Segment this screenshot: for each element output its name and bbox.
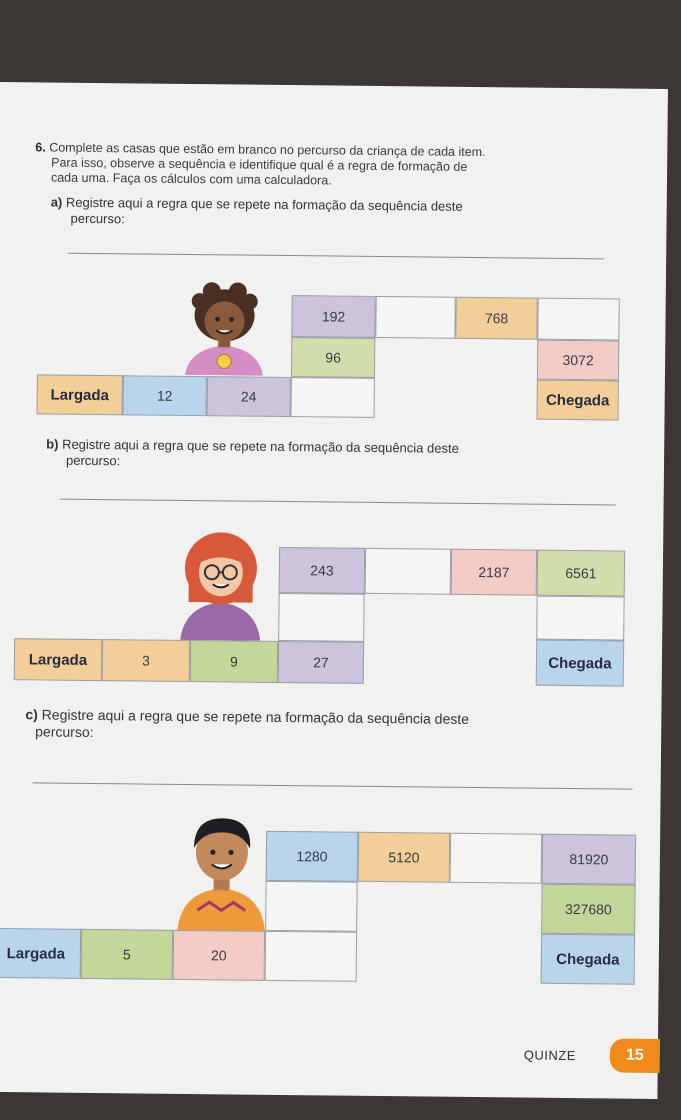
blank-cell-a-3[interactable] (291, 377, 375, 418)
worksheet-page (0, 82, 668, 1099)
finish-cell-b: Chegada (536, 640, 624, 687)
question-number: 6. (35, 140, 46, 155)
sequence-cell-c-6: 5120 (358, 832, 451, 883)
finish-cell-c: Chegada (541, 934, 636, 985)
sequence-cell-b-1: 3 (102, 639, 190, 682)
blank-cell-c-7[interactable] (450, 833, 543, 884)
page-word: QUINZE (523, 1047, 577, 1064)
blank-cell-c-3[interactable] (265, 931, 358, 982)
sequence-cell-a-7: 768 (455, 297, 537, 340)
question-line-3: cada uma. Faça os cálculos com uma calculadora. (50, 170, 332, 188)
sequence-cell-c-2: 20 (173, 930, 266, 981)
sequence-cell-b-3: 27 (278, 641, 364, 684)
part-b-answer-line[interactable] (60, 499, 616, 506)
sequence-cell-b-7: 2187 (451, 549, 537, 596)
blank-cell-a-6[interactable] (375, 296, 455, 339)
part-b-line-2: percurso: (65, 452, 121, 469)
sequence-cell-a-5: 192 (291, 295, 375, 338)
question-line-1: Complete as casas que estão em branco no percurso da criança de cada item. (49, 140, 486, 160)
part-a-answer-line[interactable] (68, 253, 604, 260)
question-line-2: Para isso, observe a sequência e identifique qual é a regra de formação de (51, 155, 468, 174)
sequence-cell-c-5: 1280 (266, 831, 359, 882)
blank-cell-c-4[interactable] (265, 881, 358, 932)
girl-illustration-a (179, 279, 270, 376)
part-a-prompt (50, 195, 610, 233)
sequence-cell-c-8: 81920 (542, 834, 637, 885)
sequence-cell-a-2: 24 (207, 376, 291, 417)
start-cell-b: Largada (14, 638, 102, 681)
part-b-prompt (46, 437, 626, 475)
blank-cell-b-4[interactable] (278, 593, 364, 642)
start-cell-a: Largada (37, 374, 123, 415)
boy-illustration-c (171, 806, 272, 935)
part-a-line-2: percurso: (70, 210, 125, 227)
page-number-badge: 15 (610, 1038, 660, 1073)
part-a-line-1: Registre aqui a regra que se repete na formação da sequência deste (65, 194, 463, 214)
sequence-cell-b-2: 9 (190, 640, 278, 683)
part-c-letter: c) (25, 706, 38, 723)
sequence-cell-a-4: 96 (291, 337, 375, 378)
sequence-cell-c-9: 327680 (541, 884, 636, 935)
part-c-answer-line[interactable] (33, 782, 633, 789)
sequence-cell-a-1: 12 (123, 375, 207, 416)
part-c-line-1: Registre aqui a regra que se repete na formação da sequência deste (41, 706, 470, 727)
sequence-cell-b-8: 6561 (537, 550, 625, 597)
part-b-line-1: Registre aqui a regra que se repete na formação da sequência deste (62, 436, 459, 456)
part-b-letter: b) (46, 436, 59, 452)
part-c-line-2: percurso: (35, 723, 94, 741)
sequence-cell-b-5: 243 (279, 547, 365, 594)
part-a-letter: a) (50, 194, 63, 210)
girl-illustration-b (174, 526, 267, 641)
blank-cell-b-9[interactable] (536, 596, 624, 641)
part-c-prompt (25, 706, 625, 746)
blank-cell-b-6[interactable] (365, 548, 451, 595)
start-cell-c: Largada (0, 928, 81, 979)
blank-cell-a-8[interactable] (537, 298, 619, 341)
sequence-cell-c-1: 5 (81, 929, 174, 980)
sequence-cell-a-9: 3072 (537, 340, 619, 381)
question-text (35, 140, 635, 191)
finish-cell-a: Chegada (536, 380, 618, 421)
